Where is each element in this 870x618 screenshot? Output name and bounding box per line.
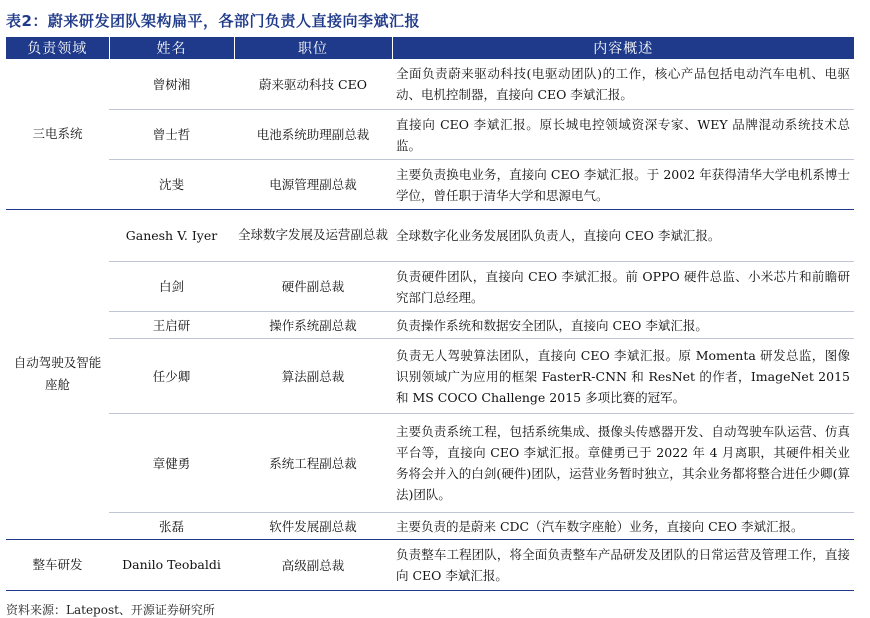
description-cell: 负责硬件团队，直接向 CEO 李斌汇报。前 OPPO 硬件总监、小米芯片和前瞻研究部门总经理。 — [392, 261, 854, 311]
position-cell: 操作系统副总裁 — [234, 311, 392, 338]
description-cell: 负责无人驾驶算法团队，直接向 CEO 李斌汇报。原 Momenta 研发总监，图像识别领域广为应用的框架 FasterR-CNN 和 ResNet 的作者，ImageNet 2015 和 MS COCO Challenge 2015 多项比赛的冠军。 — [392, 338, 854, 413]
header-domain: 负责领域 — [6, 37, 109, 59]
header-description: 内容概述 — [392, 37, 854, 59]
org-table — [6, 37, 854, 591]
table-row — [6, 413, 854, 512]
name-cell: 沈斐 — [109, 159, 234, 209]
table-row — [6, 311, 854, 338]
description-cell: 主要负责系统工程，包括系统集成、摄像头传感器开发、自动驾驶车队运营、仿真平台等，直接向 CEO 李斌汇报。章健勇已于 2022 年 4 月离职，其硬件相关业务将会并入的白剑(硬件)团队，运营业务暂时独立，其余业务都将整合进任少卿(算法)团队。 — [392, 413, 854, 512]
name-cell: Ganesh V. Iyer — [109, 209, 234, 261]
description-cell: 全球数字化业务发展团队负责人，直接向 CEO 李斌汇报。 — [392, 209, 854, 261]
description-cell: 主要负责的是蔚来 CDC（汽车数字座舱）业务，直接向 CEO 李斌汇报。 — [392, 512, 854, 539]
name-cell: Danilo Teobaldi — [109, 539, 234, 590]
name-cell: 曾树湘 — [109, 59, 234, 109]
position-cell: 全球数字发展及运营副总裁 — [234, 209, 392, 261]
description-cell: 负责整车工程团队，将全面负责整车产品研发及团队的日常运营及管理工作，直接向 CEO 李斌汇报。 — [392, 539, 854, 590]
domain-cell: 整车研发 — [6, 539, 109, 590]
table-row — [6, 338, 854, 413]
source-note: 资料来源：Latepost、开源证券研究所 — [6, 603, 215, 617]
position-cell: 软件发展副总裁 — [234, 512, 392, 539]
table-title: 表2：蔚来研发团队架构扁平，各部门负责人直接向李斌汇报 — [6, 12, 420, 30]
description-cell: 负责操作系统和数据安全团队，直接向 CEO 李斌汇报。 — [392, 311, 854, 338]
name-cell: 章健勇 — [109, 413, 234, 512]
domain-cell: 三电系统 — [6, 59, 109, 209]
name-cell: 曾士哲 — [109, 109, 234, 159]
domain-cell: 自动驾驶及智能座舱 — [6, 209, 109, 539]
table-row — [6, 539, 854, 590]
name-cell: 张磊 — [109, 512, 234, 539]
header-name: 姓名 — [109, 37, 234, 59]
position-cell: 蔚来驱动科技 CEO — [234, 59, 392, 109]
table-row — [6, 261, 854, 311]
description-cell: 主要负责换电业务，直接向 CEO 李斌汇报。于 2002 年获得清华大学电机系博士学位，曾任职于清华大学和思源电气。 — [392, 159, 854, 209]
position-cell: 硬件副总裁 — [234, 261, 392, 311]
table-row — [6, 209, 854, 261]
table-row — [6, 512, 854, 539]
header-row — [6, 37, 854, 59]
name-cell: 任少卿 — [109, 338, 234, 413]
position-cell: 电源管理副总裁 — [234, 159, 392, 209]
position-cell: 算法副总裁 — [234, 338, 392, 413]
description-cell: 全面负责蔚来驱动科技(电驱动团队)的工作，核心产品包括电动汽车电机、电驱动、电机控制器，直接向 CEO 李斌汇报。 — [392, 59, 854, 109]
table-row — [6, 59, 854, 109]
name-cell: 王启研 — [109, 311, 234, 338]
table-row — [6, 159, 854, 209]
position-cell: 系统工程副总裁 — [234, 413, 392, 512]
header-position: 职位 — [234, 37, 392, 59]
position-cell: 电池系统助理副总裁 — [234, 109, 392, 159]
description-cell: 直接向 CEO 李斌汇报。原长城电控领域资深专家、WEY 品牌混动系统技术总监。 — [392, 109, 854, 159]
name-cell: 白剑 — [109, 261, 234, 311]
table-row — [6, 109, 854, 159]
position-cell: 高级副总裁 — [234, 539, 392, 590]
